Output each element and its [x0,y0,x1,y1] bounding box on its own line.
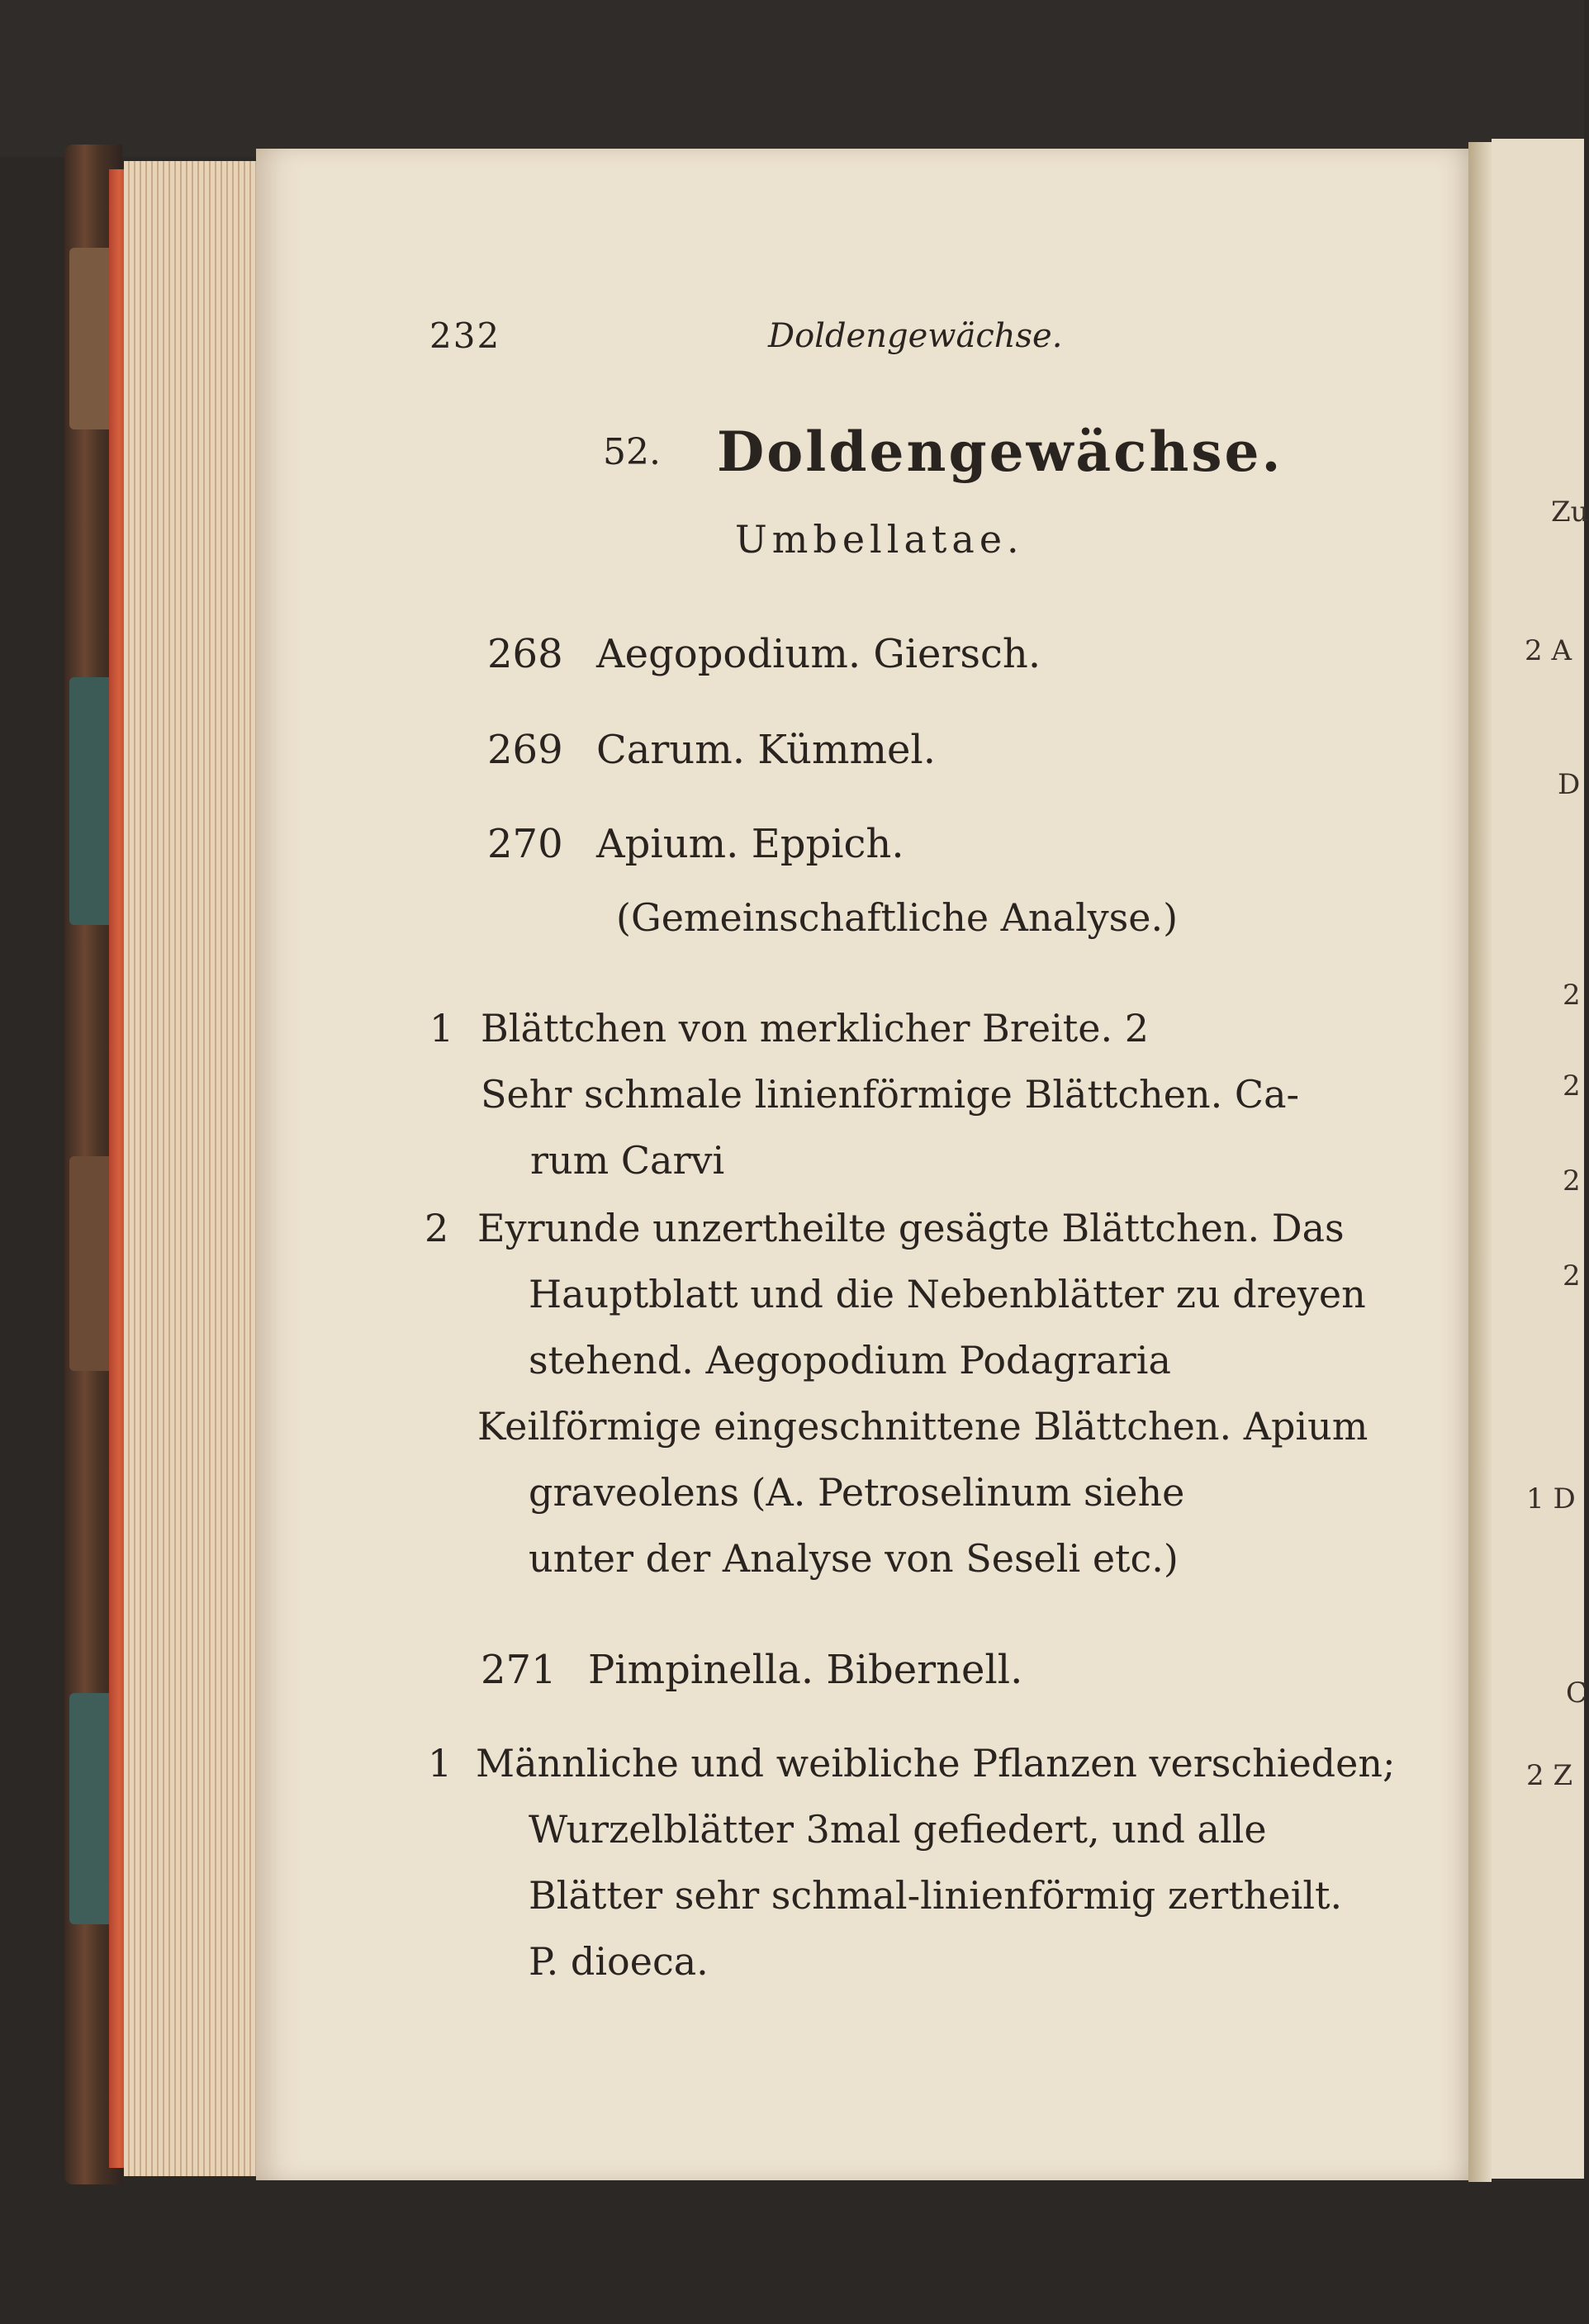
analysis-note: (Gemeinschaftliche Analyse.) [616,895,1179,940]
key-line: P. dioeca. [529,1939,709,1984]
key-line: Keilförmige eingeschnittene Blättchen. Apium [477,1404,1368,1449]
key-marker: 1 [429,1006,454,1051]
genus-name: Pimpinella. Bibernell. [588,1647,1023,1693]
key-line: Eyrunde unzertheilte gesägte Blättchen. Das [477,1206,1345,1250]
genus-name: Aegopodium. Giersch. [596,631,1041,677]
key-marker: 1 [428,1741,453,1786]
facing-page-fragment: C [1566,1677,1588,1710]
facing-page-fragment: 2 [1563,1164,1581,1198]
facing-page-fragment: 1 D [1526,1482,1576,1515]
facing-page-fragment: 2 A [1525,634,1572,667]
stacked-page-edges [124,161,264,2176]
key-line: Blätter sehr schmal-linienförmig zertheilt. [529,1873,1343,1918]
facing-page-fragment: 2 [1563,979,1581,1012]
section-title: Doldengewächse. [717,420,1283,484]
facing-page-fragment: D [1558,768,1581,801]
key-line: Blättchen von merklicher Breite. 2 [481,1006,1149,1051]
key-line: Männliche und weibliche Pflanzen verschieden; [476,1741,1396,1786]
genus-name: Apium. Eppich. [596,821,904,867]
key-line: Hauptblatt und die Nebenblätter zu dreyen [529,1272,1366,1316]
section-latin-title: Umbellatae. [735,517,1024,562]
key-line: unter der Analyse von Seseli etc.) [529,1536,1179,1581]
key-line: rum Carvi [530,1138,725,1183]
genus-number: 268 [487,631,563,677]
page-number: 232 [429,315,501,356]
dark-background [0,0,1584,157]
facing-page [1492,139,1584,2179]
book-gutter [1468,142,1492,2182]
running-title: Doldengewächse. [768,317,1063,355]
genus-number: 271 [481,1647,557,1693]
facing-page-fragment: 2 [1563,1070,1581,1103]
key-marker: 2 [425,1206,449,1250]
key-line: Sehr schmale linienförmige Blättchen. Ca- [481,1072,1300,1117]
key-line: stehend. Aegopodium Podagraria [529,1338,1171,1383]
section-number: 52. [603,431,661,473]
genus-number: 270 [487,821,563,867]
facing-page-fragment: 2 [1563,1259,1581,1292]
genus-number: 269 [487,727,563,773]
facing-page-fragment: 2 Z [1526,1759,1573,1792]
key-line: graveolens (A. Petroselinum siehe [529,1470,1185,1515]
facing-page-fragment: Zu [1551,496,1589,529]
key-line: Wurzelblätter 3mal gefiedert, und alle [529,1807,1267,1852]
genus-name: Carum. Kümmel. [596,727,936,773]
